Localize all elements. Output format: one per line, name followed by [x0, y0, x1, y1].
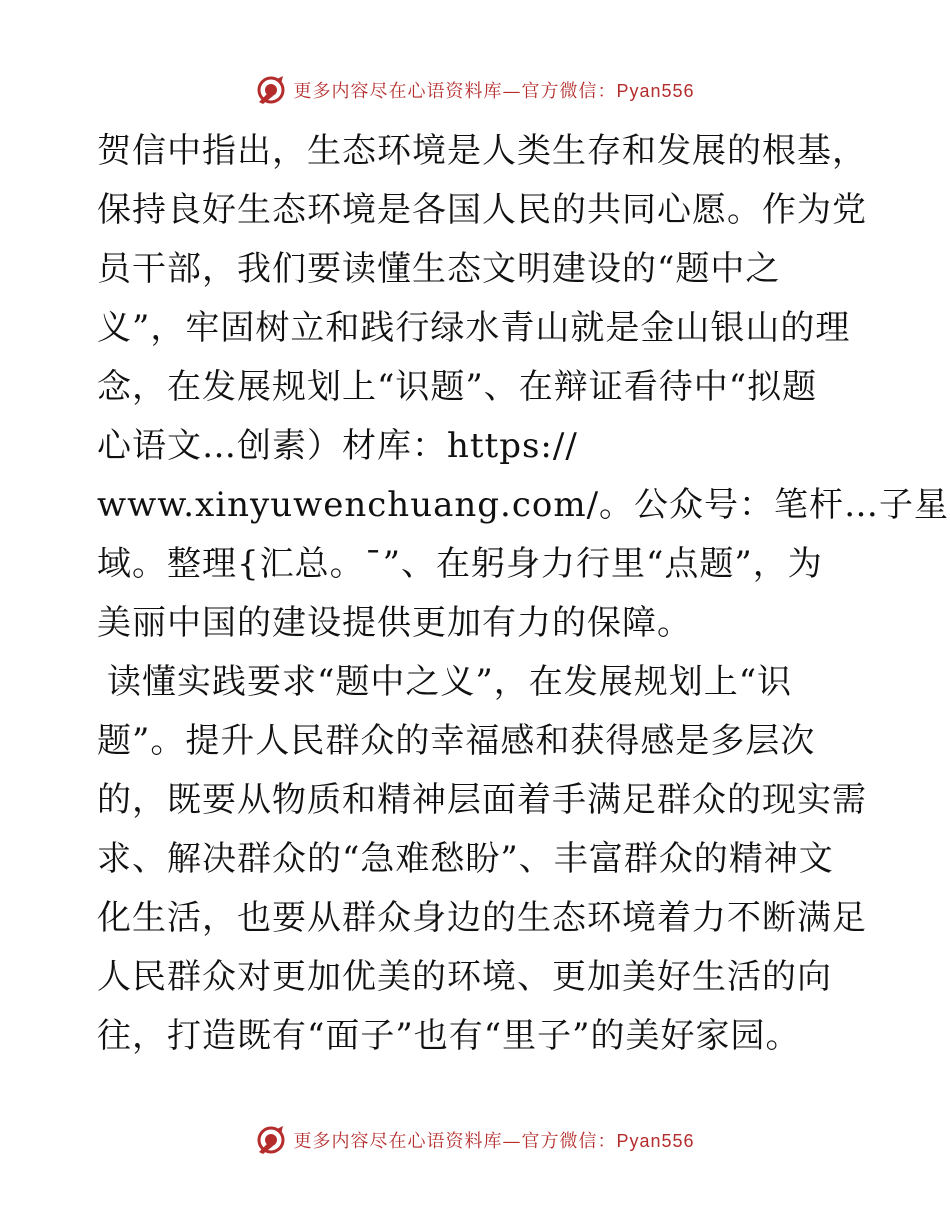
footer-banner-text: 更多内容尽在心语资料库—官方微信：Pyan556 — [293, 1131, 695, 1152]
paragraph-line: 美丽中国的建设提供更加有力的保障。 — [97, 603, 692, 643]
document-body — [97, 122, 950, 1066]
paragraph-2 — [97, 653, 867, 1066]
paragraph-line: 往，打造既有“面子”也有“里子”的美好家园。 — [97, 1016, 801, 1056]
header-banner — [0, 70, 950, 110]
paragraph-line: 保持良好生态环境是各国人民的共同心愿。作为党 — [97, 190, 867, 230]
footer-banner — [0, 1120, 950, 1160]
paragraph-line: 念，在发展规划上“识题”、在辩证看待中“拟题 — [97, 367, 818, 407]
paragraph-line: 域。整理{汇总。¯”、在躬身力行里“点题”，为 — [97, 544, 823, 584]
header-banner-handle: Pyan556 — [616, 81, 695, 101]
paragraph-1 — [97, 122, 950, 653]
paragraph-line: 题”。提升人民群众的幸福感和获得感是多层次 — [97, 721, 816, 761]
paragraph-line: 员干部，我们要读懂生态文明建设的“题中之 — [97, 249, 781, 289]
paragraph-line: 化生活，也要从群众身边的生态环境着力不断满足 — [97, 898, 867, 938]
paragraph-line: 人民群众对更加优美的环境、更加美好生活的向 — [97, 957, 832, 997]
pen-circle-logo-icon — [255, 1124, 287, 1156]
paragraph-line: 读懂实践要求“题中之义”，在发展规划上“识 — [107, 662, 793, 702]
paragraph-line: 求、解决群众的“急难愁盼”、丰富群众的精神文 — [97, 839, 834, 879]
paragraph-line: 义”，牢固树立和践行绿水青山就是金山银山的理 — [97, 308, 851, 348]
footer-banner-handle: Pyan556 — [616, 1131, 695, 1151]
paragraph-line: 的，既要从物质和精神层面着手满足群众的现实需 — [97, 780, 867, 820]
paragraph-line: 贺信中指出，生态环境是人类生存和发展的根基， — [97, 131, 867, 171]
paragraph-line: www.xinyuwenchuang.com/。公众号：笔杆…子星 — [97, 485, 950, 525]
paragraph-line: 心语文…创素）材库：https:// — [97, 426, 578, 466]
pen-circle-logo-icon — [255, 74, 287, 106]
header-banner-text: 更多内容尽在心语资料库—官方微信：Pyan556 — [293, 81, 695, 102]
